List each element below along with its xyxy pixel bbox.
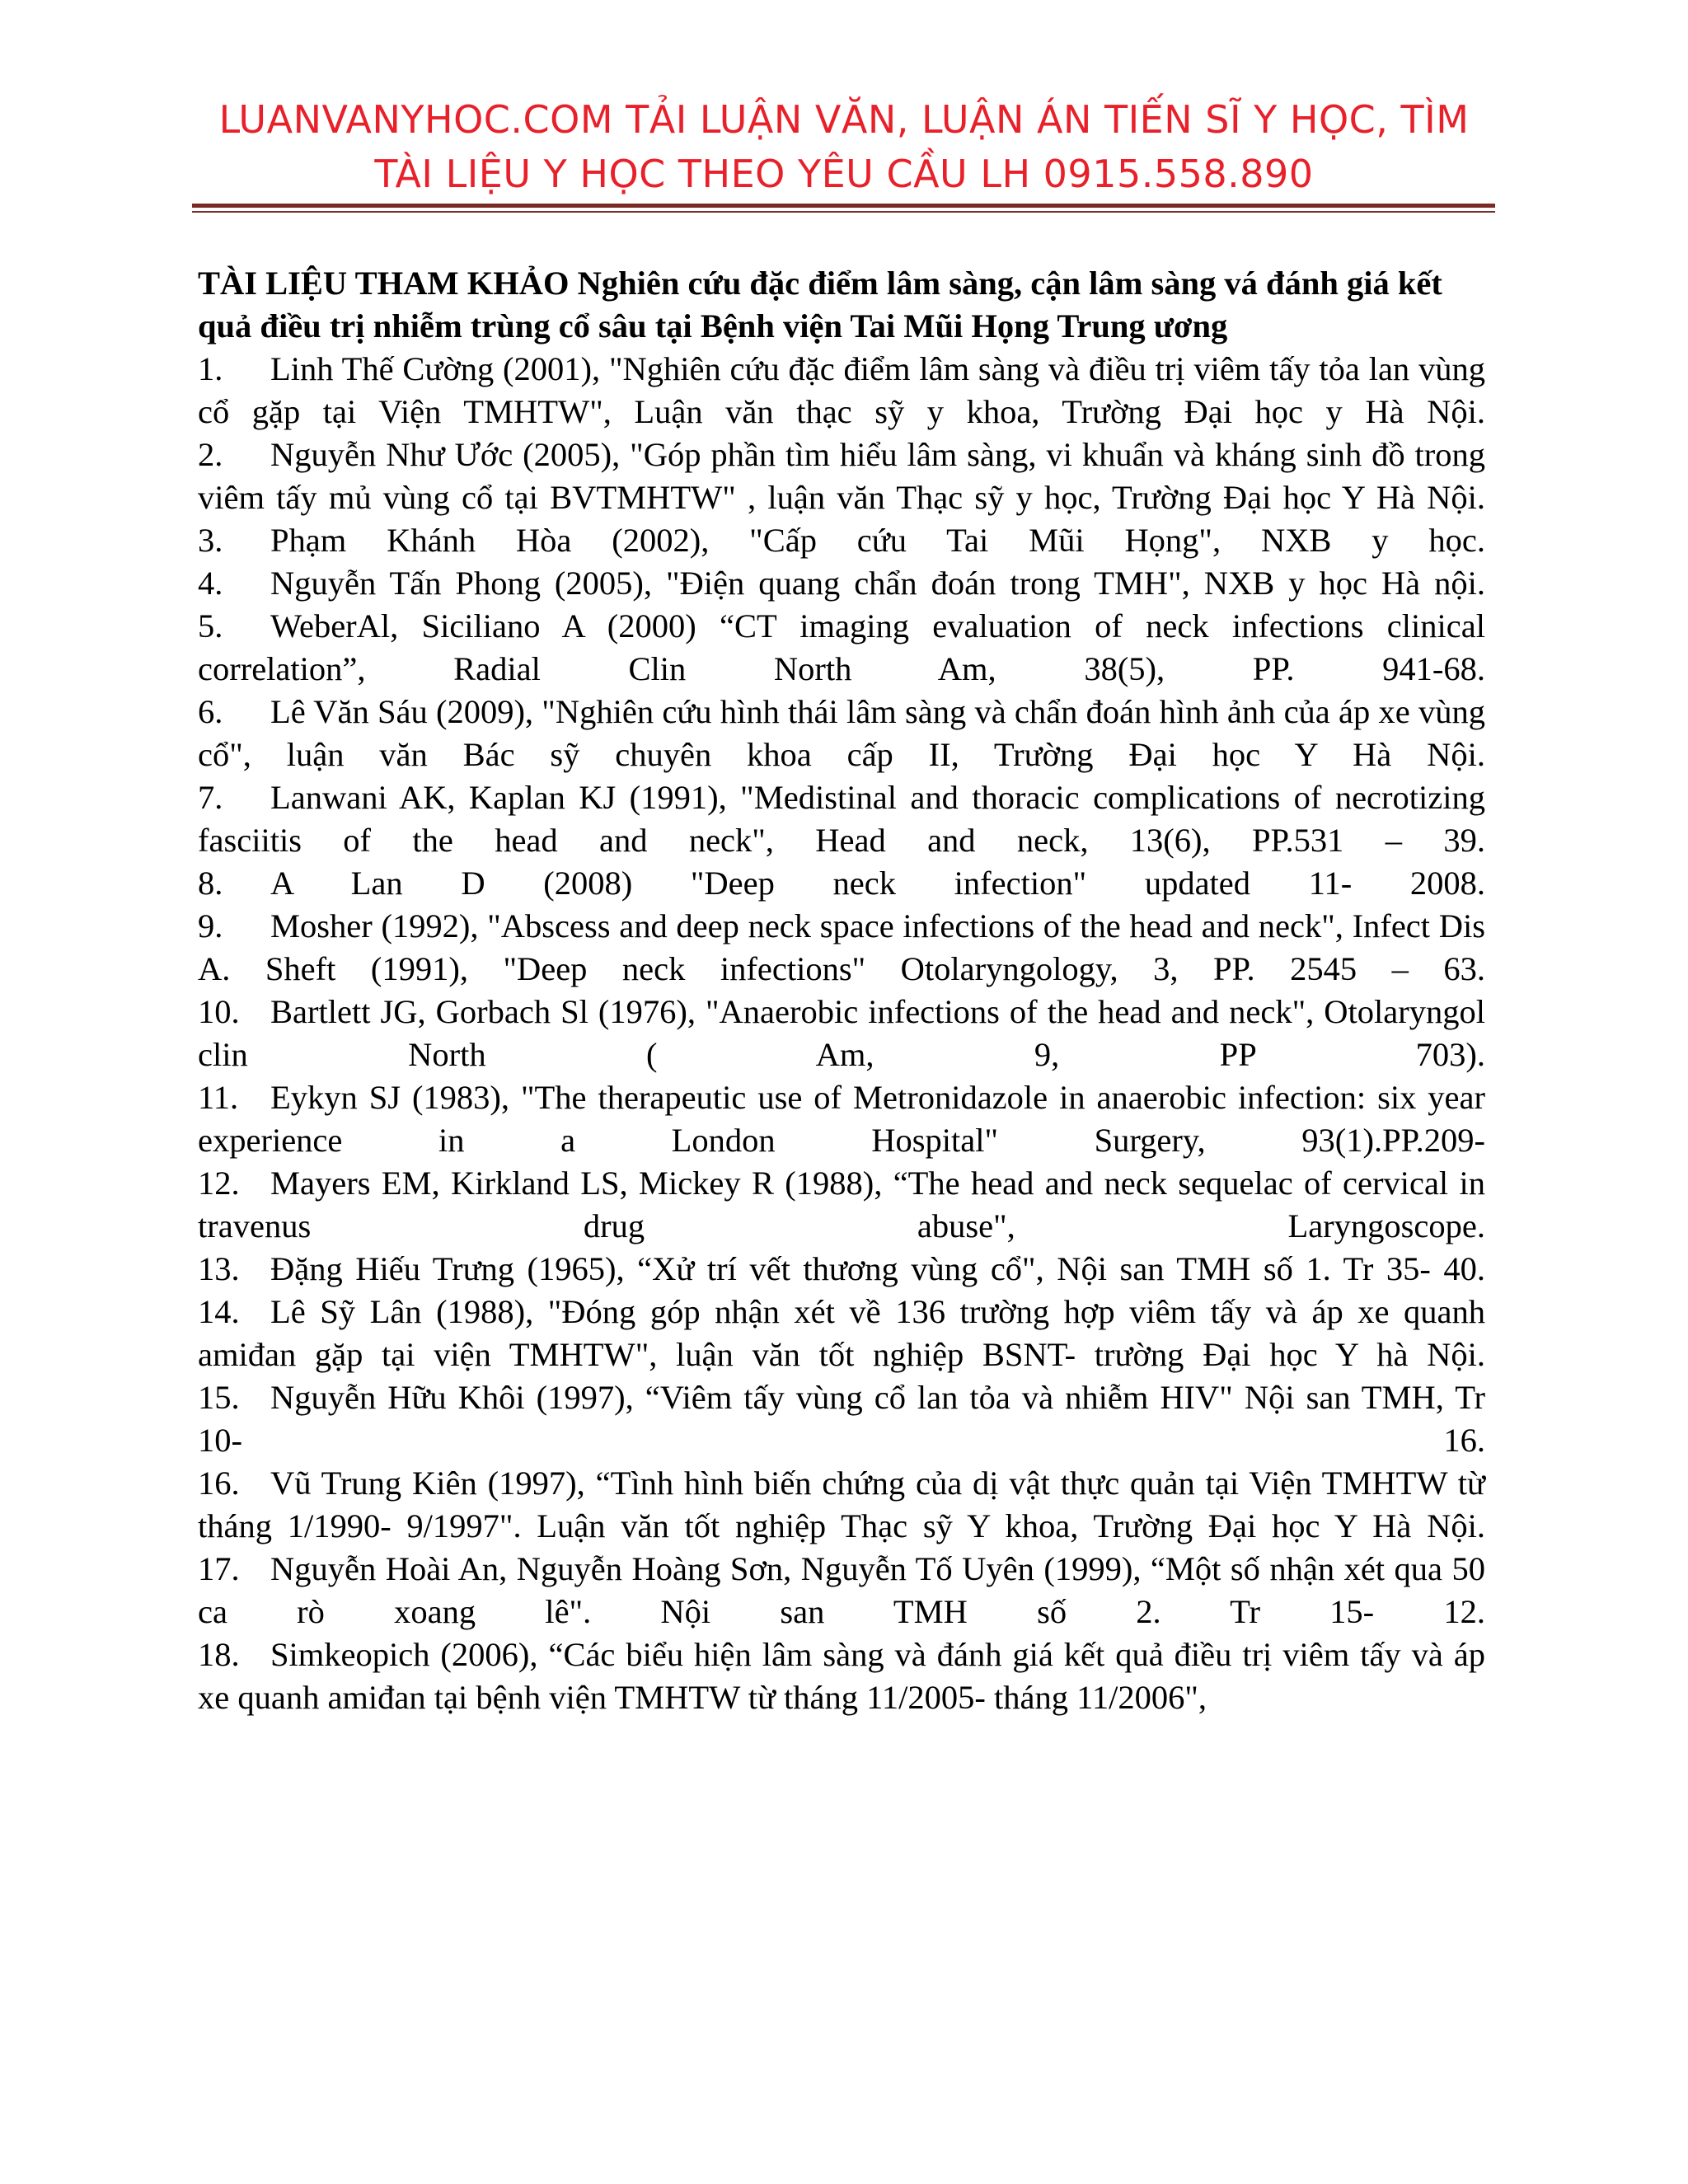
reference-number: 7. xyxy=(198,779,223,816)
header-line-1: LUANVANYHOC.COM TẢI LUẬN VĂN, LUẬN ÁN TIẾN SĨ Y HỌC, TÌM xyxy=(218,97,1470,142)
reference-item xyxy=(198,605,1485,691)
reference-item xyxy=(198,1076,1485,1162)
reference-item xyxy=(198,991,1485,1076)
reference-text: Nguyễn Tấn Phong (2005), "Điện quang chẩn đoán trong TMH", NXB y học Hà nội. xyxy=(270,565,1485,602)
reference-text: Bartlett JG, Gorbach Sl (1976), "Anaerobic infections of the head and neck", Otolaryngol clin North ( Am, 9, PP 703). xyxy=(198,993,1485,1073)
reference-text: Nguyễn Hoài An, Nguyễn Hoàng Sơn, Nguyễn Tố Uyên (1999), “Một số nhận xét qua 50 ca rò xoang lê". Nội san TMH số 2. Tr 15- 12. xyxy=(198,1550,1485,1630)
reference-text: Mayers EM, Kirkland LS, Mickey R (1988), “The head and neck sequelac of cervical in travenus drug abuse", Laryngoscope. xyxy=(198,1165,1485,1244)
reference-number: 18. xyxy=(198,1636,240,1673)
reference-item xyxy=(198,862,1485,905)
reference-text: Nguyễn Hữu Khôi (1997), “Viêm tấy vùng cổ lan tỏa và nhiễm HIV" Nội san TMH, Tr 10- 16. xyxy=(198,1379,1485,1459)
reference-text: Eykyn SJ (1983), "The therapeutic use of Metronidazole in anaerobic infection: six year experience in a London Hospital" Surgery, 93(1).PP.209- xyxy=(198,1079,1485,1159)
reference-number: 8. xyxy=(198,865,223,902)
reference-text: Lanwani AK, Kaplan KJ (1991), "Medistinal and thoracic complications of necrotizing fasciitis of the head and neck", Head and neck, 13(6), PP.531 – 39. xyxy=(198,779,1485,859)
reference-item xyxy=(198,1548,1485,1633)
reference-item xyxy=(198,434,1485,519)
reference-number: 2. xyxy=(198,436,223,473)
reference-number: 9. xyxy=(198,907,223,944)
reference-item xyxy=(198,1462,1485,1548)
reference-item xyxy=(198,1633,1485,1719)
reference-text: WeberAl, Siciliano A (2000) “CT imaging evaluation of neck infections clinical correlation”, Radial Clin North Am, 38(5), PP. 941-68. xyxy=(198,607,1485,687)
header-divider-thick xyxy=(192,204,1495,208)
reference-item xyxy=(198,776,1485,862)
reference-text: Lê Sỹ Lân (1988), "Đóng góp nhận xét về 136 trường hợp viêm tấy và áp xe quanh amiđan gặp tại viện TMHTW", luận văn tốt nghiệp BSNT- trường Đại học Y hà Nội. xyxy=(198,1293,1485,1373)
reference-text: Lê Văn Sáu (2009), "Nghiên cứu hình thái lâm sàng và chẩn đoán hình ảnh của áp xe vùng cổ", luận văn Bác sỹ chuyên khoa cấp II, Trường Đại học Y Hà Nội. xyxy=(198,693,1485,773)
reference-text: Nguyễn Như Ước (2005), "Góp phần tìm hiểu lâm sàng, vi khuẩn và kháng sinh đồ trong viêm tấy mủ vùng cổ tại BVTMHTW" , luận văn Thạc sỹ y học, Trường Đại học Y Hà Nội. xyxy=(198,436,1485,516)
reference-number: 13. xyxy=(198,1250,240,1287)
document-title: TÀI LIỆU THAM KHẢO Nghiên cứu đặc điểm lâm sàng, cận lâm sàng vá đánh giá kết quả điều trị nhiễm trùng cổ sâu tại Bệnh viện Tai Mũi Họng Trung ương xyxy=(198,265,1442,344)
reference-text: Đặng Hiếu Trưng (1965), “Xử trí vết thương vùng cổ", Nội san TMH số 1. Tr 35- 40. xyxy=(270,1250,1485,1287)
reference-item xyxy=(198,348,1485,434)
reference-list xyxy=(198,348,1485,1719)
reference-item xyxy=(198,1376,1485,1462)
reference-item xyxy=(198,691,1485,776)
reference-item xyxy=(198,1162,1485,1248)
reference-number: 10. xyxy=(198,993,240,1030)
reference-number: 5. xyxy=(198,607,223,644)
reference-item xyxy=(198,519,1485,562)
reference-number: 4. xyxy=(198,565,223,602)
reference-number: 14. xyxy=(198,1293,240,1330)
reference-text: Vũ Trung Kiên (1997), “Tình hình biến chứng của dị vật thực quản tại Viện TMHTW từ tháng 1/1990- 9/1997". Luận văn tốt nghiệp Thạc sỹ Y khoa, Trường Đại học Y Hà Nội. xyxy=(198,1465,1485,1544)
reference-item xyxy=(198,905,1485,991)
reference-number: 6. xyxy=(198,693,223,730)
reference-number: 15. xyxy=(198,1379,240,1416)
reference-text: Mosher (1992), "Abscess and deep neck space infections of the head and neck", Infect Dis A. Sheft (1991), "Deep neck infections" Otolaryngology, 3, PP. 2545 – 63. xyxy=(198,907,1485,987)
reference-number: 3. xyxy=(198,522,223,559)
document-body xyxy=(198,262,1485,1719)
reference-text: Phạm Khánh Hòa (2002), "Cấp cứu Tai Mũi Họng", NXB y học. xyxy=(270,522,1485,559)
header-line-2: TÀI LIỆU Y HỌC THEO YÊU CẦU LH 0915.558.890 xyxy=(374,152,1314,196)
header-divider-thin xyxy=(192,211,1495,213)
reference-number: 11. xyxy=(198,1079,239,1116)
reference-number: 17. xyxy=(198,1550,240,1587)
reference-number: 12. xyxy=(198,1165,240,1202)
reference-item xyxy=(198,1291,1485,1376)
reference-text: Simkeopich (2006), “Các biểu hiện lâm sàng và đánh giá kết quả điều trị viêm tấy và áp xe quanh amiđan tại bệnh viện TMHTW từ tháng 11/2005- tháng 11/2006", xyxy=(198,1636,1485,1716)
reference-number: 1. xyxy=(198,350,223,387)
page-header xyxy=(124,92,1564,201)
reference-item xyxy=(198,1248,1485,1291)
reference-text: Linh Thế Cường (2001), "Nghiên cứu đặc điểm lâm sàng và điều trị viêm tấy tỏa lan vùng cổ gặp tại Viện TMHTW", Luận văn thạc sỹ y khoa, Trường Đại học y Hà Nội. xyxy=(198,350,1485,430)
reference-text: A Lan D (2008) "Deep neck infection" updated 11- 2008. xyxy=(270,865,1485,902)
reference-number: 16. xyxy=(198,1465,240,1502)
reference-item xyxy=(198,562,1485,605)
